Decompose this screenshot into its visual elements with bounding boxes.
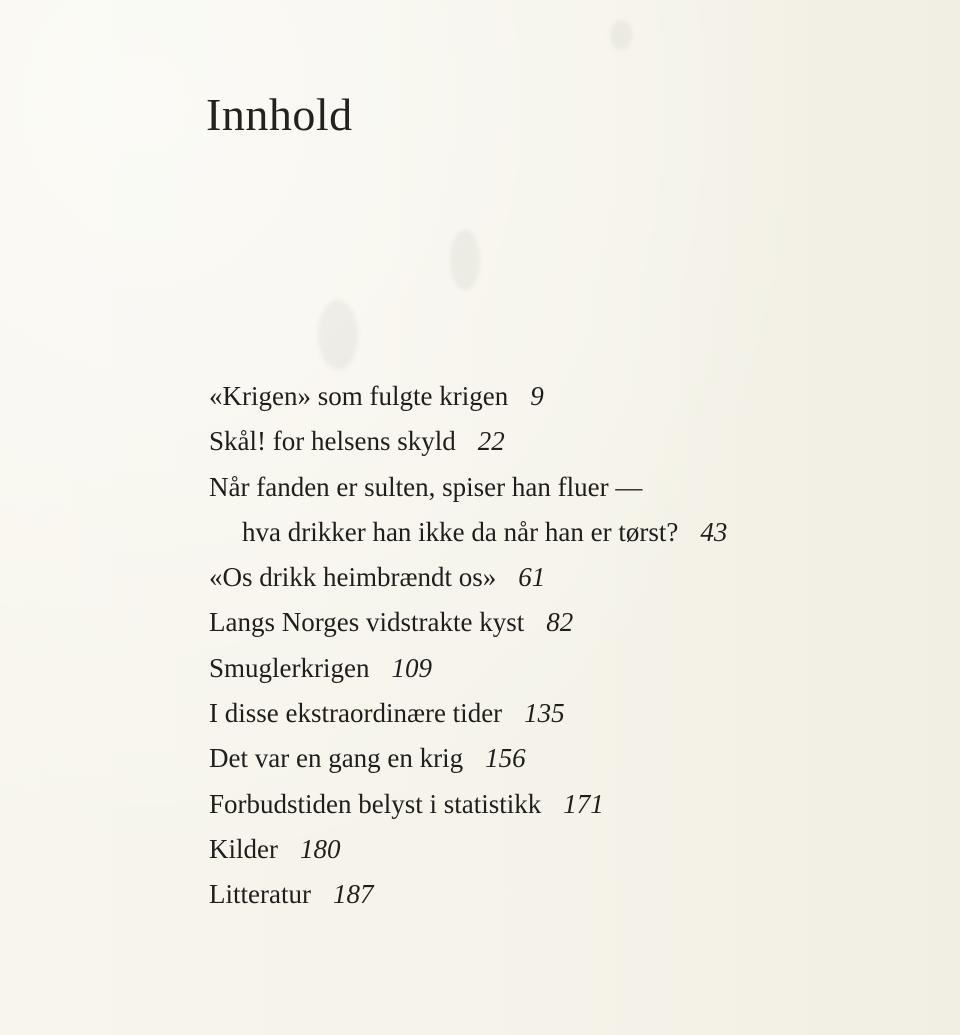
toc-entry-page: 135 <box>524 698 565 729</box>
toc-entry-page: 109 <box>391 652 432 683</box>
toc-entry <box>209 646 727 691</box>
toc-entry-page: 61 <box>518 562 546 593</box>
toc-entry-title: Smuglerkrigen <box>209 652 370 683</box>
toc-entry-page: 22 <box>477 426 505 457</box>
toc-entry <box>209 782 727 827</box>
page-smudge <box>450 230 480 290</box>
toc-entry-title: Kilder <box>209 833 278 864</box>
toc-entry-title: I disse ekstraordinære tider <box>209 698 503 729</box>
page-smudge <box>610 20 632 50</box>
toc-entry-title: Langs Norges vidstrakte kyst <box>209 607 525 638</box>
toc-entry <box>209 374 727 419</box>
toc-entry-title: «Os drikk heimbrændt os» <box>209 562 497 593</box>
toc-entry <box>209 691 727 736</box>
toc-entry <box>209 600 727 645</box>
toc-entry-page: 43 <box>700 516 728 547</box>
toc-entry-title: «Krigen» som fulgte krigen <box>209 381 509 411</box>
toc-entry-continuation <box>209 510 727 555</box>
toc-entry-page: 187 <box>332 879 374 910</box>
table-of-contents <box>209 374 727 918</box>
toc-entry <box>209 736 727 781</box>
toc-entry <box>209 827 727 872</box>
toc-entry-title: Det var en gang en krig <box>209 743 464 774</box>
toc-entry-title: Når fanden er sulten, spiser han fluer — <box>209 471 643 502</box>
toc-entry-title: Forbudstiden belyst i statistikk <box>209 788 542 819</box>
toc-entry <box>209 872 727 917</box>
contents-heading: Innhold <box>206 89 353 140</box>
toc-entry <box>209 419 727 464</box>
toc-entry-title: hva drikker han ikke da når han er tørst? <box>242 516 679 547</box>
toc-entry-page: 82 <box>546 607 574 638</box>
toc-entry <box>209 465 727 510</box>
toc-entry-page: 180 <box>299 833 341 864</box>
toc-entry-page: 171 <box>563 788 604 819</box>
toc-entry-page: 156 <box>485 743 526 774</box>
toc-entry-title: Skål! for helsens skyld <box>209 426 456 457</box>
toc-entry-title: Litteratur <box>209 879 311 910</box>
toc-entry-page: 9 <box>530 381 544 411</box>
page-smudge <box>318 300 358 370</box>
toc-entry <box>209 555 727 600</box>
